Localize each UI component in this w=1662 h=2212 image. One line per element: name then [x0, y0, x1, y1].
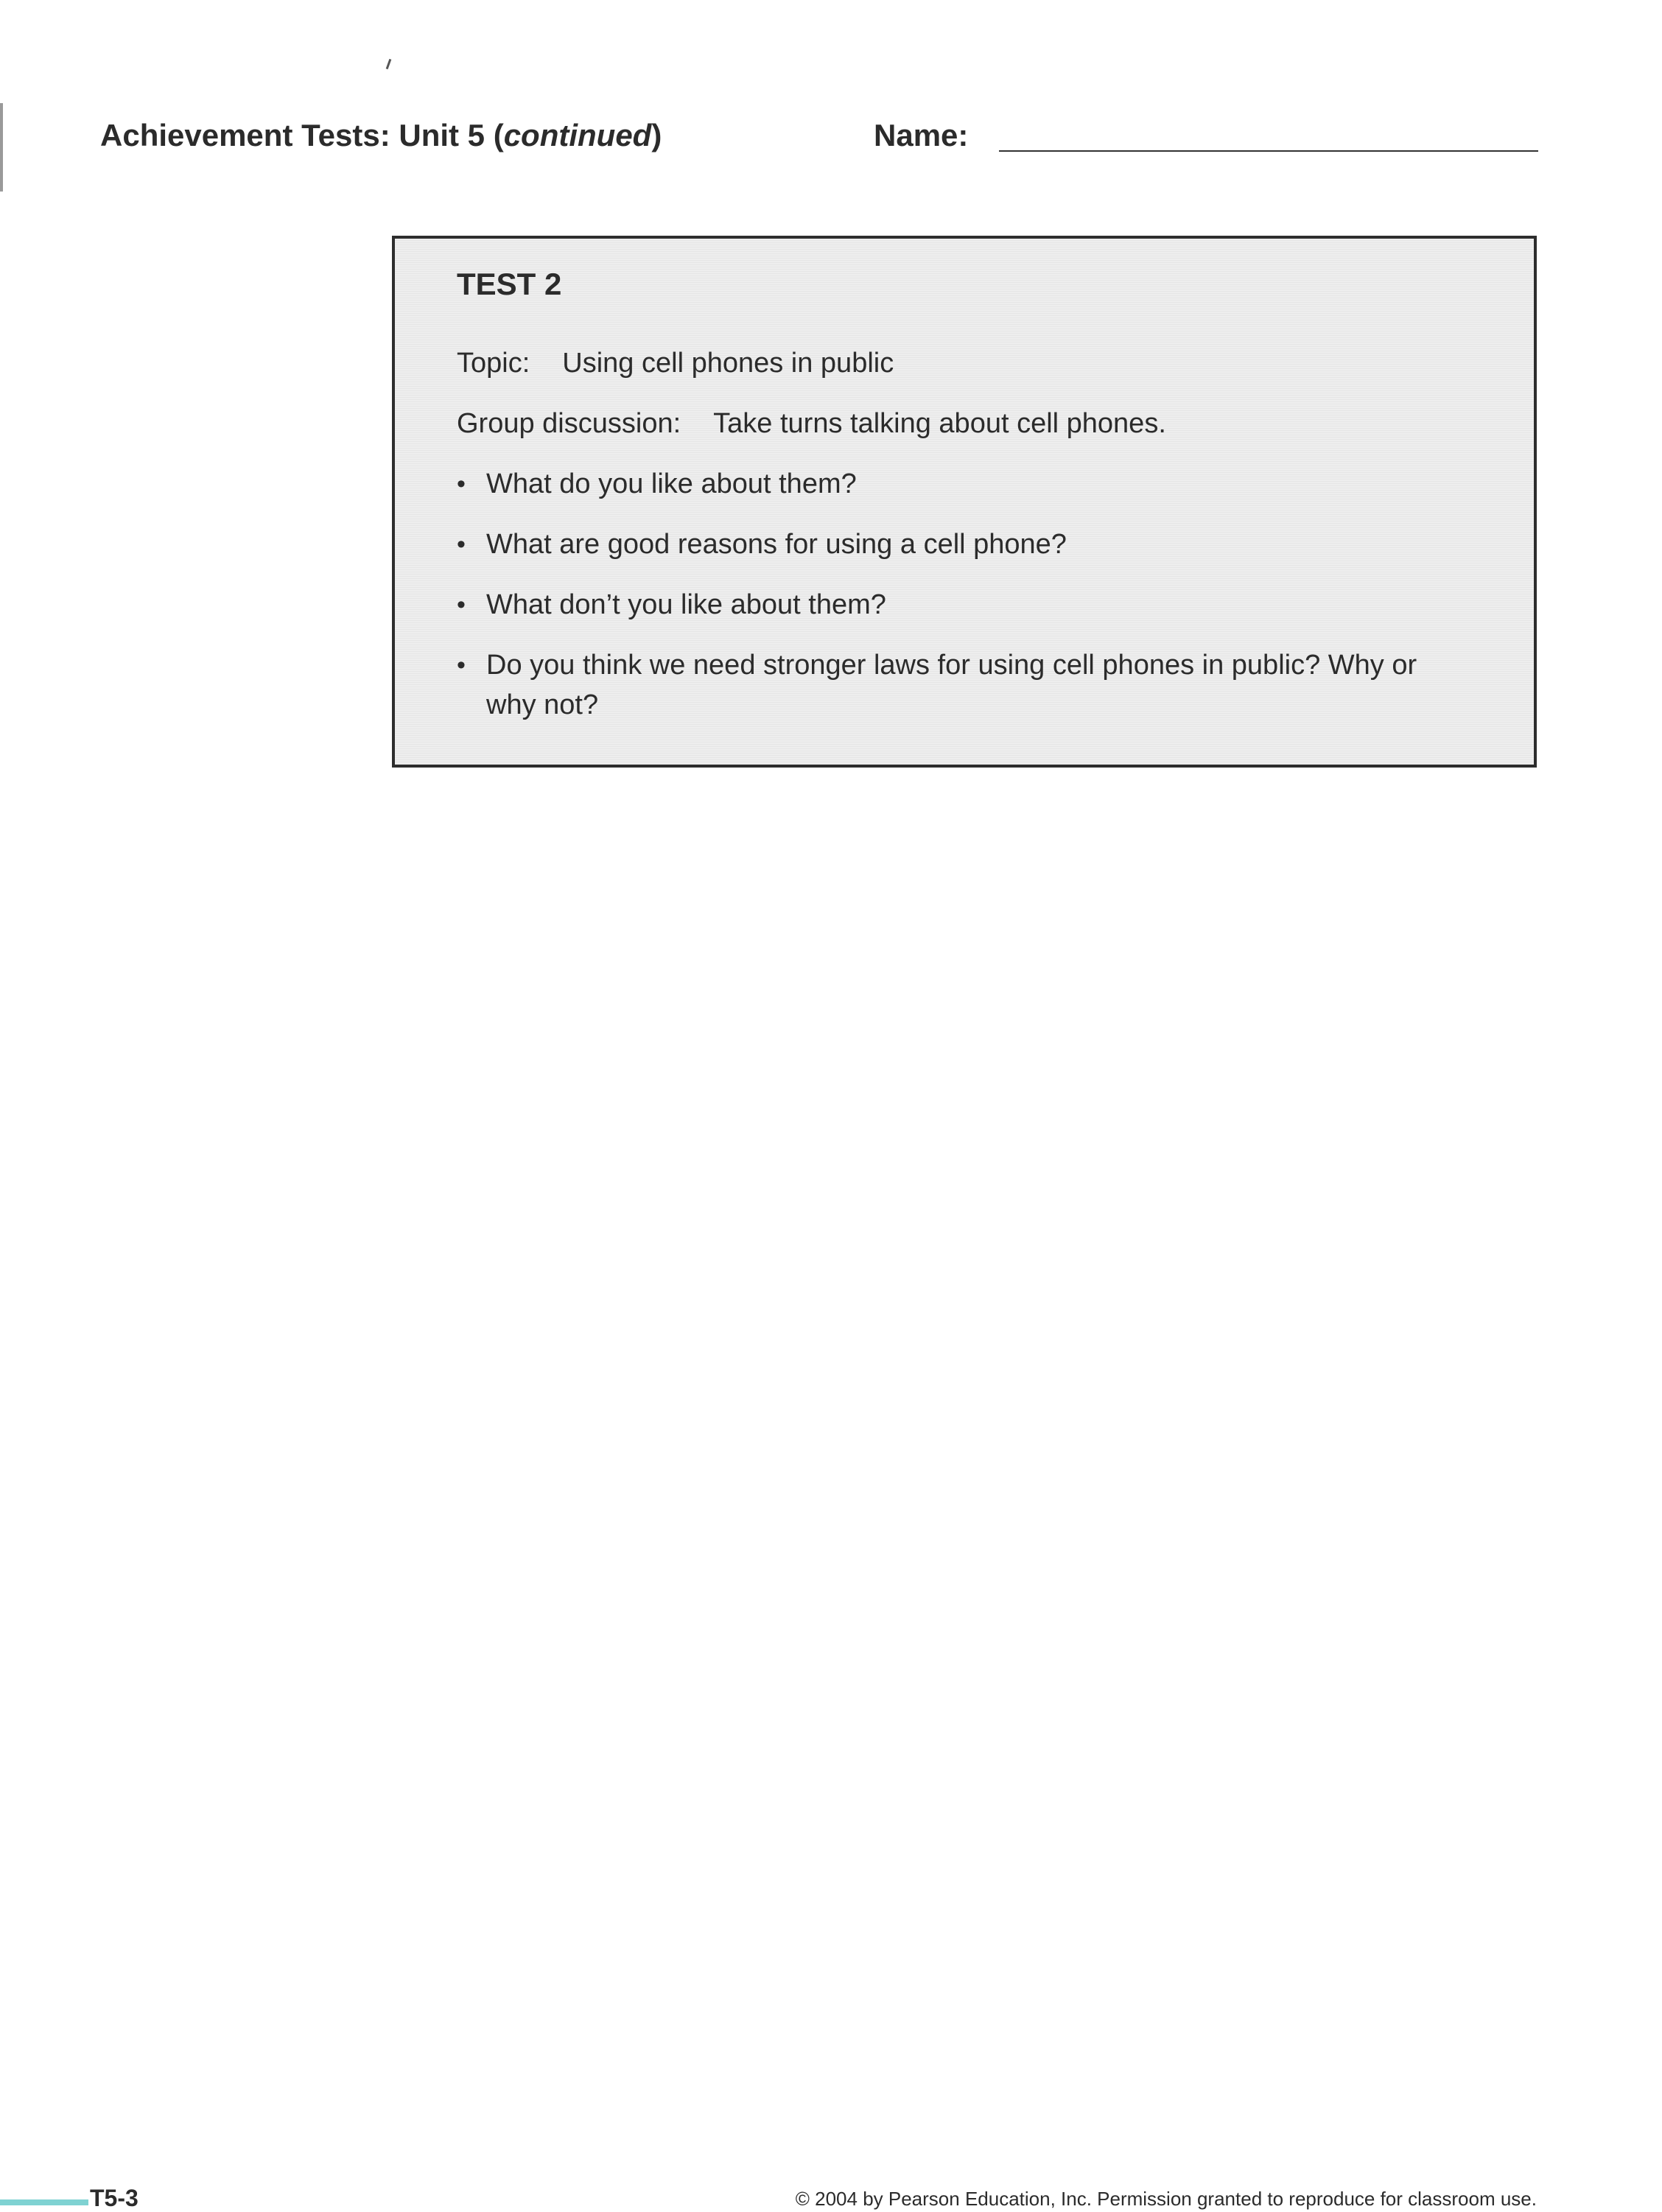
scan-edge-mark	[0, 2199, 88, 2205]
topic-value: Using cell phones in public	[562, 348, 894, 379]
question-item	[457, 524, 1473, 564]
test-title: TEST 2	[457, 267, 562, 301]
page-title	[100, 118, 662, 153]
question-text: Do you think we need stronger laws for using cell phones in public? Why or why not?	[486, 650, 1417, 720]
question-item	[457, 645, 1473, 725]
bullet-icon: •	[457, 651, 466, 679]
topic-label: Topic:	[457, 348, 530, 379]
bullet-icon: •	[457, 530, 466, 558]
scan-edge-mark	[0, 103, 3, 192]
page-number: T5-3	[90, 2185, 138, 2211]
discussion-label: Group discussion:	[457, 408, 681, 439]
page-title-prefix: Achievement Tests: Unit 5 (	[100, 118, 504, 152]
bullet-icon: •	[457, 591, 466, 619]
page-title-italic: continued	[503, 118, 652, 152]
name-field-line[interactable]	[999, 150, 1538, 152]
page-title-suffix: )	[651, 118, 662, 152]
bullet-icon: •	[457, 470, 466, 498]
discussion-row	[457, 408, 1166, 440]
question-text: What do you like about them?	[486, 468, 857, 499]
test-box	[392, 236, 1537, 768]
question-text: What don’t you like about them?	[486, 589, 886, 620]
topic-row	[457, 348, 894, 379]
question-item	[457, 585, 1473, 625]
copyright-notice: © 2004 by Pearson Education, Inc. Permission granted to reproduce for classroom use.	[795, 2188, 1537, 2210]
name-label: Name:	[874, 118, 969, 152]
stray-pen-mark	[386, 59, 392, 69]
question-item	[457, 464, 1473, 504]
question-text: What are good reasons for using a cell phone?	[486, 529, 1067, 560]
discussion-value: Take turns talking about cell phones.	[713, 408, 1166, 439]
